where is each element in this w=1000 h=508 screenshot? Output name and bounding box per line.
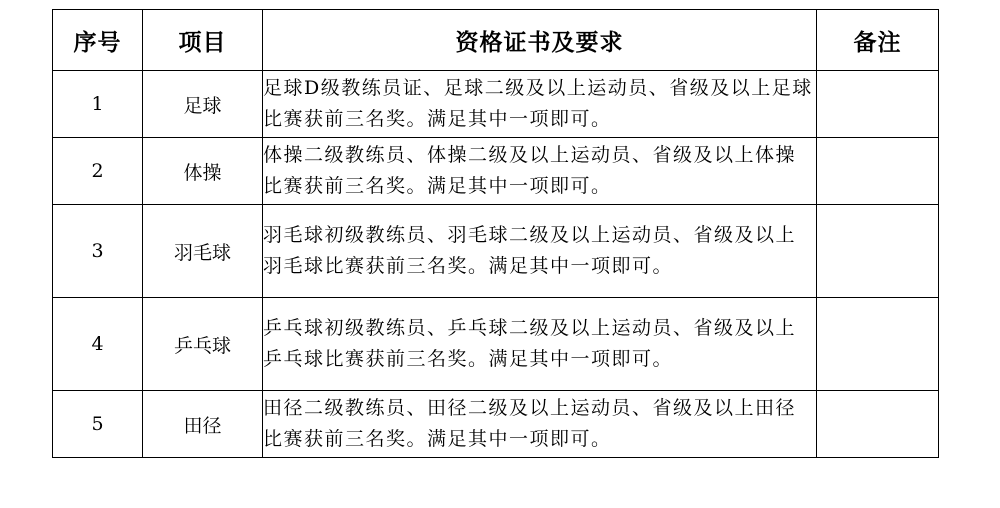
row-num: 3 bbox=[53, 205, 143, 298]
row-requirement: 田径二级教练员、田径二级及以上运动员、省级及以上田径比赛获前三名奖。满足其中一项即可。 bbox=[263, 391, 817, 458]
row-requirement: 足球D级教练员证、足球二级及以上运动员、省级及以上足球比赛获前三名奖。满足其中一项即可。 bbox=[263, 71, 817, 138]
table-row bbox=[53, 205, 939, 298]
row-item: 体操 bbox=[143, 138, 263, 205]
row-requirement: 羽毛球初级教练员、羽毛球二级及以上运动员、省级及以上羽毛球比赛获前三名奖。满足其中一项即可。 bbox=[263, 205, 817, 298]
row-num: 5 bbox=[53, 391, 143, 458]
row-note bbox=[817, 71, 939, 138]
requirements-table bbox=[52, 9, 939, 458]
header-num: 序号 bbox=[53, 10, 143, 71]
table-row bbox=[53, 138, 939, 205]
row-num: 1 bbox=[53, 71, 143, 138]
row-item: 羽毛球 bbox=[143, 205, 263, 298]
row-requirement: 体操二级教练员、体操二级及以上运动员、省级及以上体操比赛获前三名奖。满足其中一项即可。 bbox=[263, 138, 817, 205]
row-note bbox=[817, 391, 939, 458]
row-item: 田径 bbox=[143, 391, 263, 458]
header-note: 备注 bbox=[817, 10, 939, 71]
header-requirement: 资格证书及要求 bbox=[263, 10, 817, 71]
row-note bbox=[817, 138, 939, 205]
table-row bbox=[53, 71, 939, 138]
row-note bbox=[817, 298, 939, 391]
table-row bbox=[53, 298, 939, 391]
row-note bbox=[817, 205, 939, 298]
header-item: 项目 bbox=[143, 10, 263, 71]
table-row bbox=[53, 391, 939, 458]
row-item: 乒乓球 bbox=[143, 298, 263, 391]
row-requirement: 乒乓球初级教练员、乒乓球二级及以上运动员、省级及以上乒乓球比赛获前三名奖。满足其中一项即可。 bbox=[263, 298, 817, 391]
row-num: 2 bbox=[53, 138, 143, 205]
row-num: 4 bbox=[53, 298, 143, 391]
header-row bbox=[53, 10, 939, 71]
row-item: 足球 bbox=[143, 71, 263, 138]
